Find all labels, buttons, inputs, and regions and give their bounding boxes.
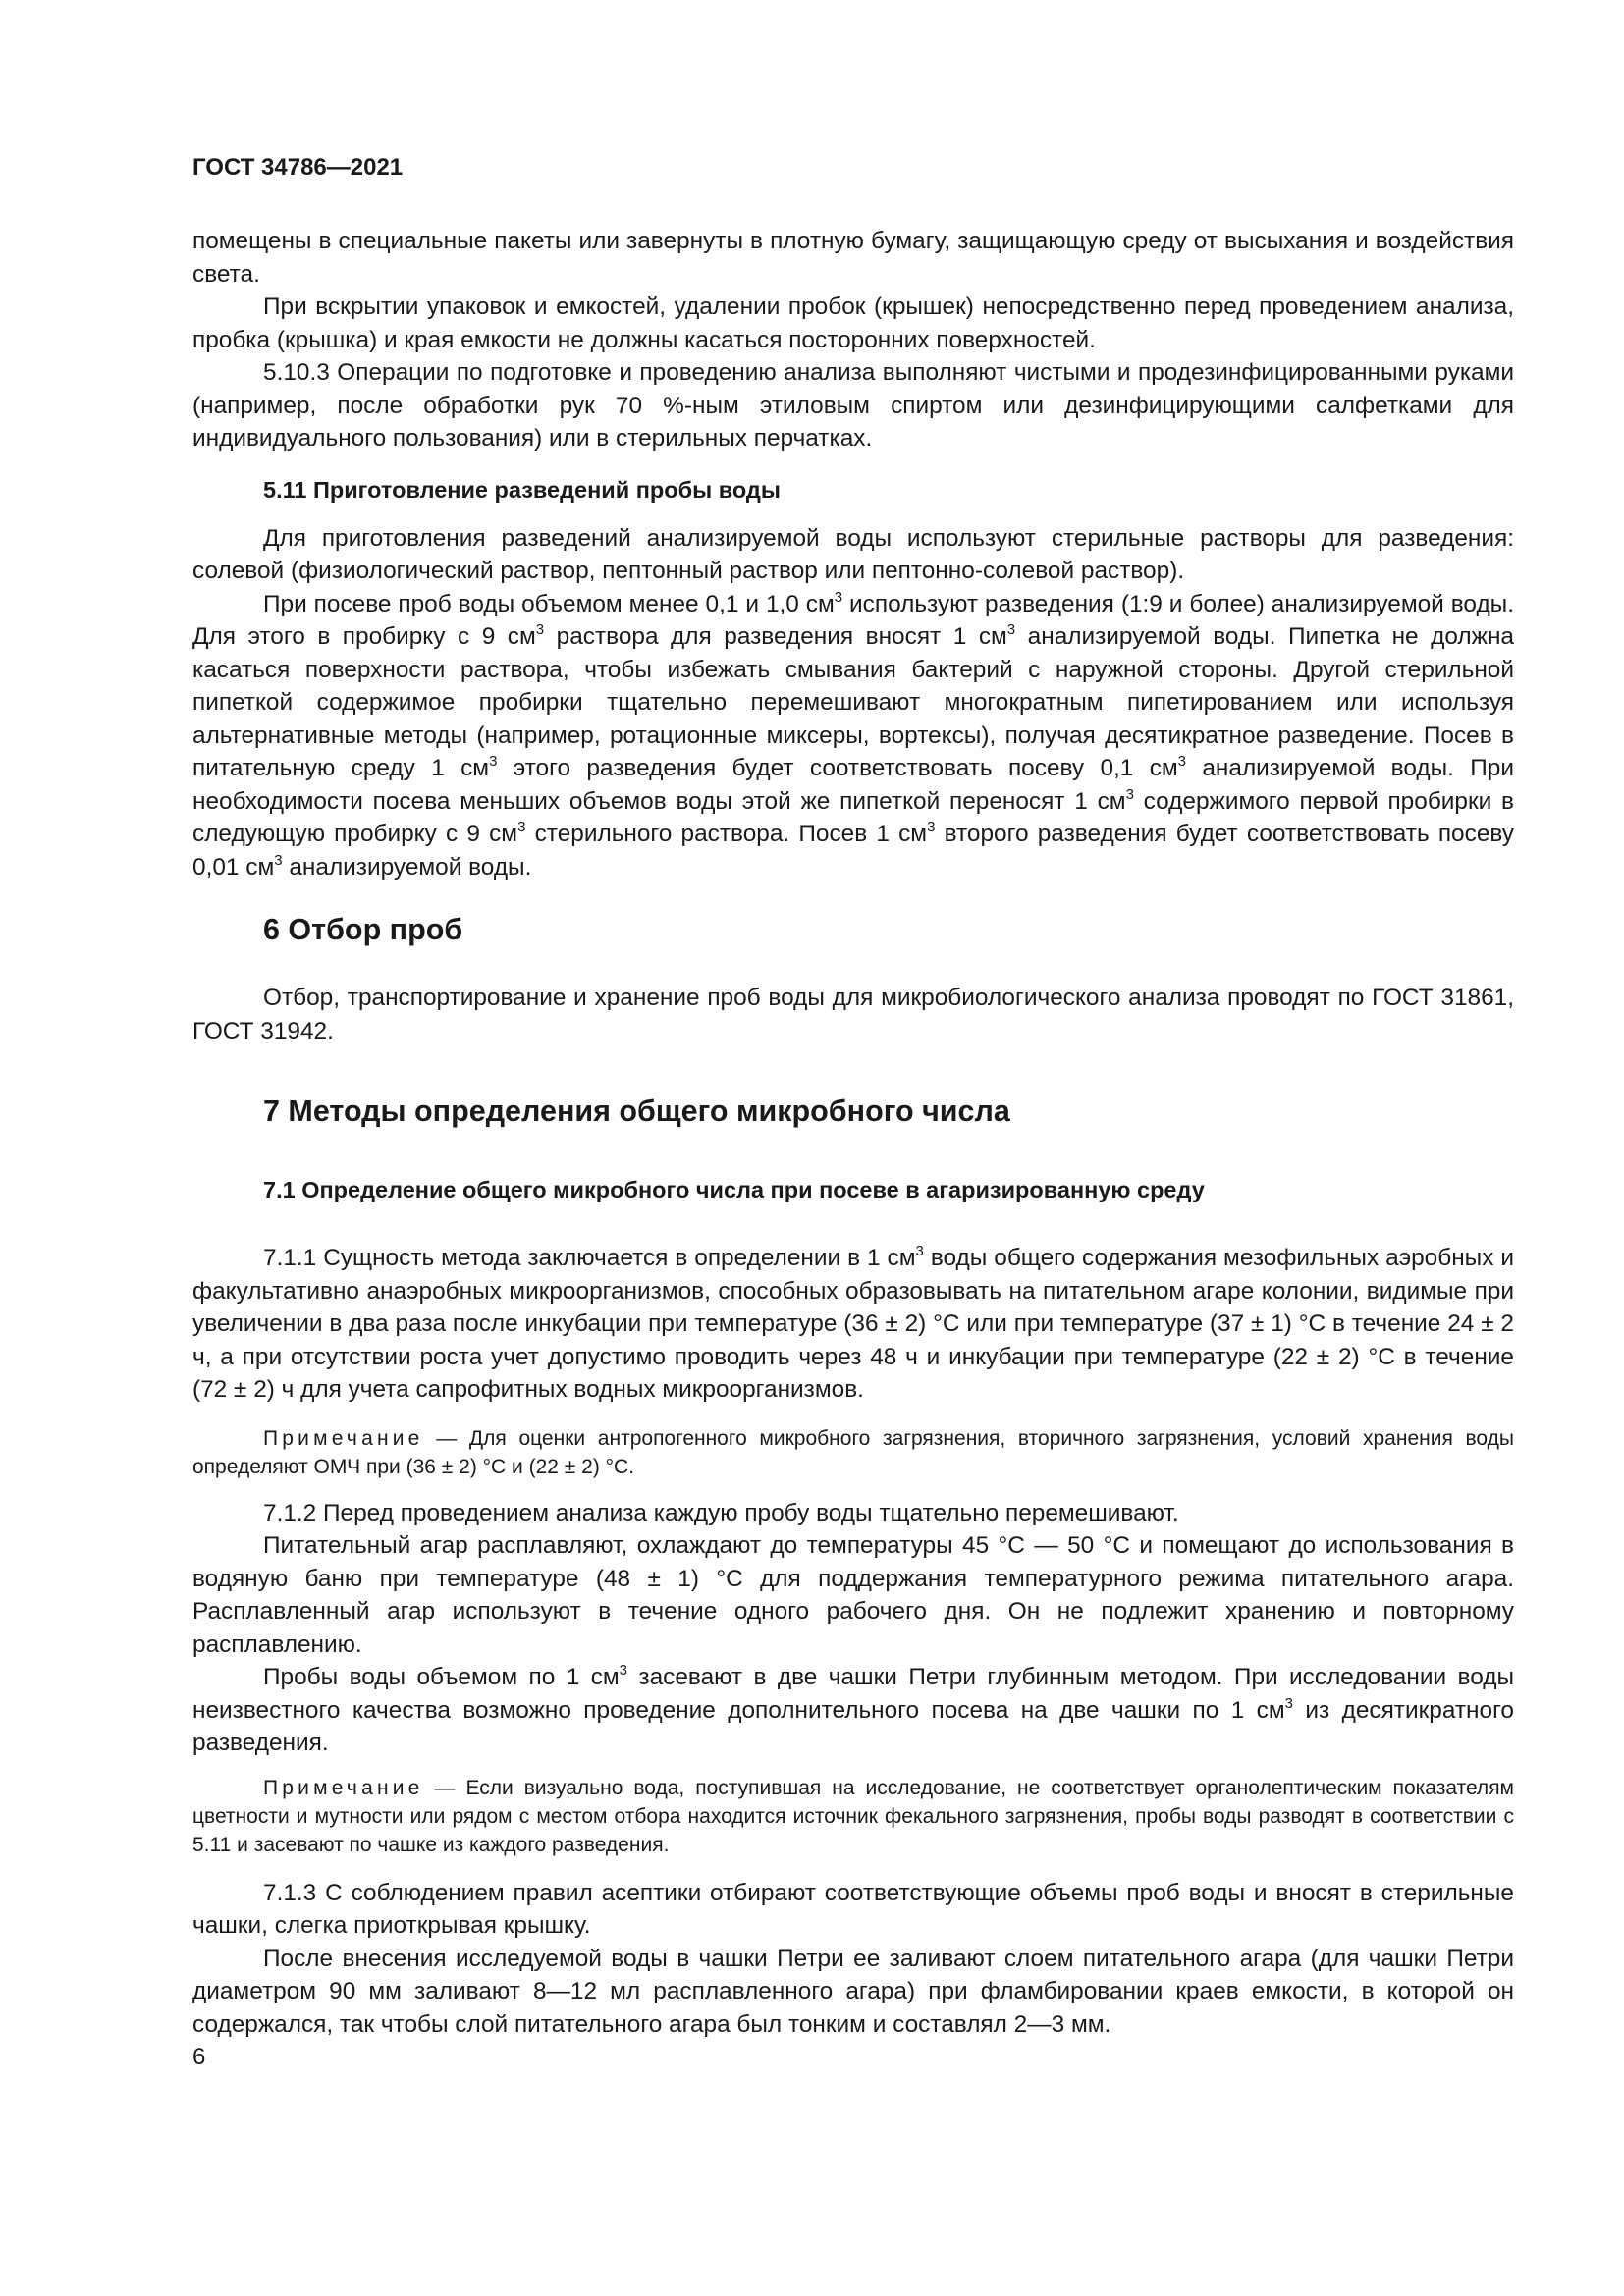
note — [192, 1424, 1514, 1481]
paragraph: Питательный агар расплавляют, охлаждают до температуры 45 °С — 50 °С и помещают до использования в водяную баню при температуре (48 ± 1) °С для поддержания температурного режима питательного агара. Расплавленный агар используют в течение одного рабочего дня. Он не подлежит хранению и повторному расплавлению. — [192, 1532, 1514, 1658]
note-text: — Для оценки антропогенного микробного загрязнения, вторичного загрязнения, условий хранения воды определяют ОМЧ при (36 ± 2) °С и (22 ± 2) °С. — [192, 1426, 1514, 1478]
spacer — [192, 505, 1514, 522]
superscript: 3 — [915, 1243, 924, 1259]
superscript: 3 — [834, 588, 843, 606]
section-heading: 7 Методы определения общего микробного числа — [263, 1095, 1010, 1128]
subsection-heading: 5.11 Приготовление разведений пробы воды — [263, 476, 781, 503]
paragraph: помещены в специальные пакеты или завернуты в плотную бумагу, защищающую среду от высыхания и воздействия света. — [192, 228, 1514, 288]
spacer — [192, 1407, 1514, 1424]
section-heading: 6 Отбор проб — [263, 913, 463, 946]
paragraph: Для приготовления разведений анализируемой воды используют стерильные растворы для разведения: солевой (физиологический раствор, пептонный раствор или пептонно-солевой раствор). — [192, 524, 1514, 584]
paragraph: При посеве проб воды объемом менее 0,1 и 1,0 $см^3$ используют разведения (1:9 и более) анализируемой воды. Для этого в пробирку с 9 $см^3$ раствора для разведения вносят 1 $см^3$ анализируемой воды. Пипетка не должна касаться поверхности раствора, чтобы избежать смывания бактерий с наружной стороны. Другой стерильной пипеткой содержимое пробирки тщательно перемешивают многократным пипетированием или используя альтернативные методы (например, ротационные миксеры, вортексы), получая десятикратное разведение. Посев в питательную среду 1 $см^3$ этого разведения будет соответствовать посеву 0,1 $см^3$ анализируемой воды. При необходимости посева меньших объемов воды этой же пипеткой переносят 1 $см^3$ содержимого первой пробирки в следующую пробирку с 9 $см^3$ стерильного раствора. Посев 1 $см^3$ второго разведения будет соответствовать посеву 0,01 $см^3$ анализируемой воды. — [192, 588, 1515, 881]
note-label: Примечание — [263, 1426, 424, 1450]
spacer — [192, 883, 1514, 911]
spacer — [192, 1047, 1514, 1093]
superscript: 3 — [535, 621, 545, 638]
superscript: 3 — [927, 819, 936, 835]
superscript: 3 — [1125, 785, 1134, 803]
page-header: ГОСТ 34786—2021 — [192, 154, 404, 181]
paragraph: Пробы воды объемом по 1 $см^3$ засевают в две чашки Петри глубинным методом. При исследовании воды неизвестного качества возможно проведение дополнительного посева на две чашки по 1 $см^3$ из десятикратного разведения. — [192, 1662, 1514, 1756]
superscript: 3 — [1284, 1694, 1293, 1712]
spacer — [192, 1481, 1514, 1497]
superscript: 3 — [1006, 621, 1016, 638]
spacer — [192, 455, 1514, 475]
paragraph: 7.1.3 С соблюдением правил асептики отбирают соответствующие объемы проб воды и вносят в стерильные чашки, слегка приоткрывая крышку. — [192, 1879, 1514, 1939]
spacer — [192, 1760, 1514, 1774]
superscript: 3 — [517, 819, 526, 835]
paragraph: Отбор, транспортирование и хранение проб воды для микробиологического анализа проводят по ГОСТ 31861, ГОСТ 31942. — [192, 985, 1514, 1044]
note-label: Примечание — [263, 1776, 424, 1799]
paragraph: После внесения исследуемой воды в чашки Петри ее заливают слоем питательного агара (для чашки Петри диаметром 90 мм заливают 8—12 мл расплавленного агара) при фламбировании краев емкости, в которой он содержался, так чтобы слой питательного агара был тонким и составлял 2—3 мм. — [192, 1945, 1514, 2038]
note — [192, 1774, 1514, 1859]
superscript: 3 — [274, 851, 283, 869]
paragraph: 5.10.3 Операции по подготовке и проведению анализа выполняют чистыми и продезинфицированными руками (например, после обработки рук 70 %-ным этиловым спиртом или дезинфицирующими салфетками для индивидуального пользования) или в стерильных перчатках. — [192, 359, 1514, 452]
page-number: 6 — [192, 2044, 206, 2070]
page-body — [192, 225, 1514, 2041]
spacer — [192, 1859, 1514, 1877]
spacer — [192, 1204, 1514, 1242]
paragraph: 7.1.1 Сущность метода заключается в определении в 1 $см^3$ воды общего содержания мезофильных аэробных и факультативно анаэробных микроорганизмов, способных образовывать на питательном агаре колонии, видимые при увеличении в два раза после инкубации при температуре (36 ± 2) °С или при температуре (37 ± 1) °С в течение 24 ± 2 ч, а при отсутствии роста учет допустимо проводить через 48 ч и инкубации при температуре (22 ± 2) °С в течение (72 ± 2) ч для учета сапрофитных водных микроорганизмов. — [192, 1243, 1515, 1403]
paragraph: 7.1.2 Перед проведением анализа каждую пробу воды тщательно перемешивают. — [263, 1499, 1179, 1526]
subsection-heading: 7.1 Определение общего микробного числа при посеве в агаризированную среду — [263, 1177, 1205, 1202]
spacer — [192, 948, 1514, 982]
superscript: 3 — [489, 753, 498, 770]
spacer — [192, 1130, 1514, 1175]
superscript: 3 — [1177, 753, 1187, 770]
paragraph: При вскрытии упаковок и емкостей, удалении пробок (крышек) непосредственно перед проведением анализа, пробка (крышка) и края емкости не должны касаться посторонних поверхностей. — [192, 294, 1514, 353]
note-text: — Если визуально вода, поступившая на исследование, не соответствует органолептическим показателям цветности и мутности или рядом с местом отбора находится источник фекального загрязнения, пробы воды разводят в соответствии с 5.11 и засевают по чашке из каждого разведения. — [192, 1776, 1514, 1856]
superscript: 3 — [619, 1662, 627, 1679]
